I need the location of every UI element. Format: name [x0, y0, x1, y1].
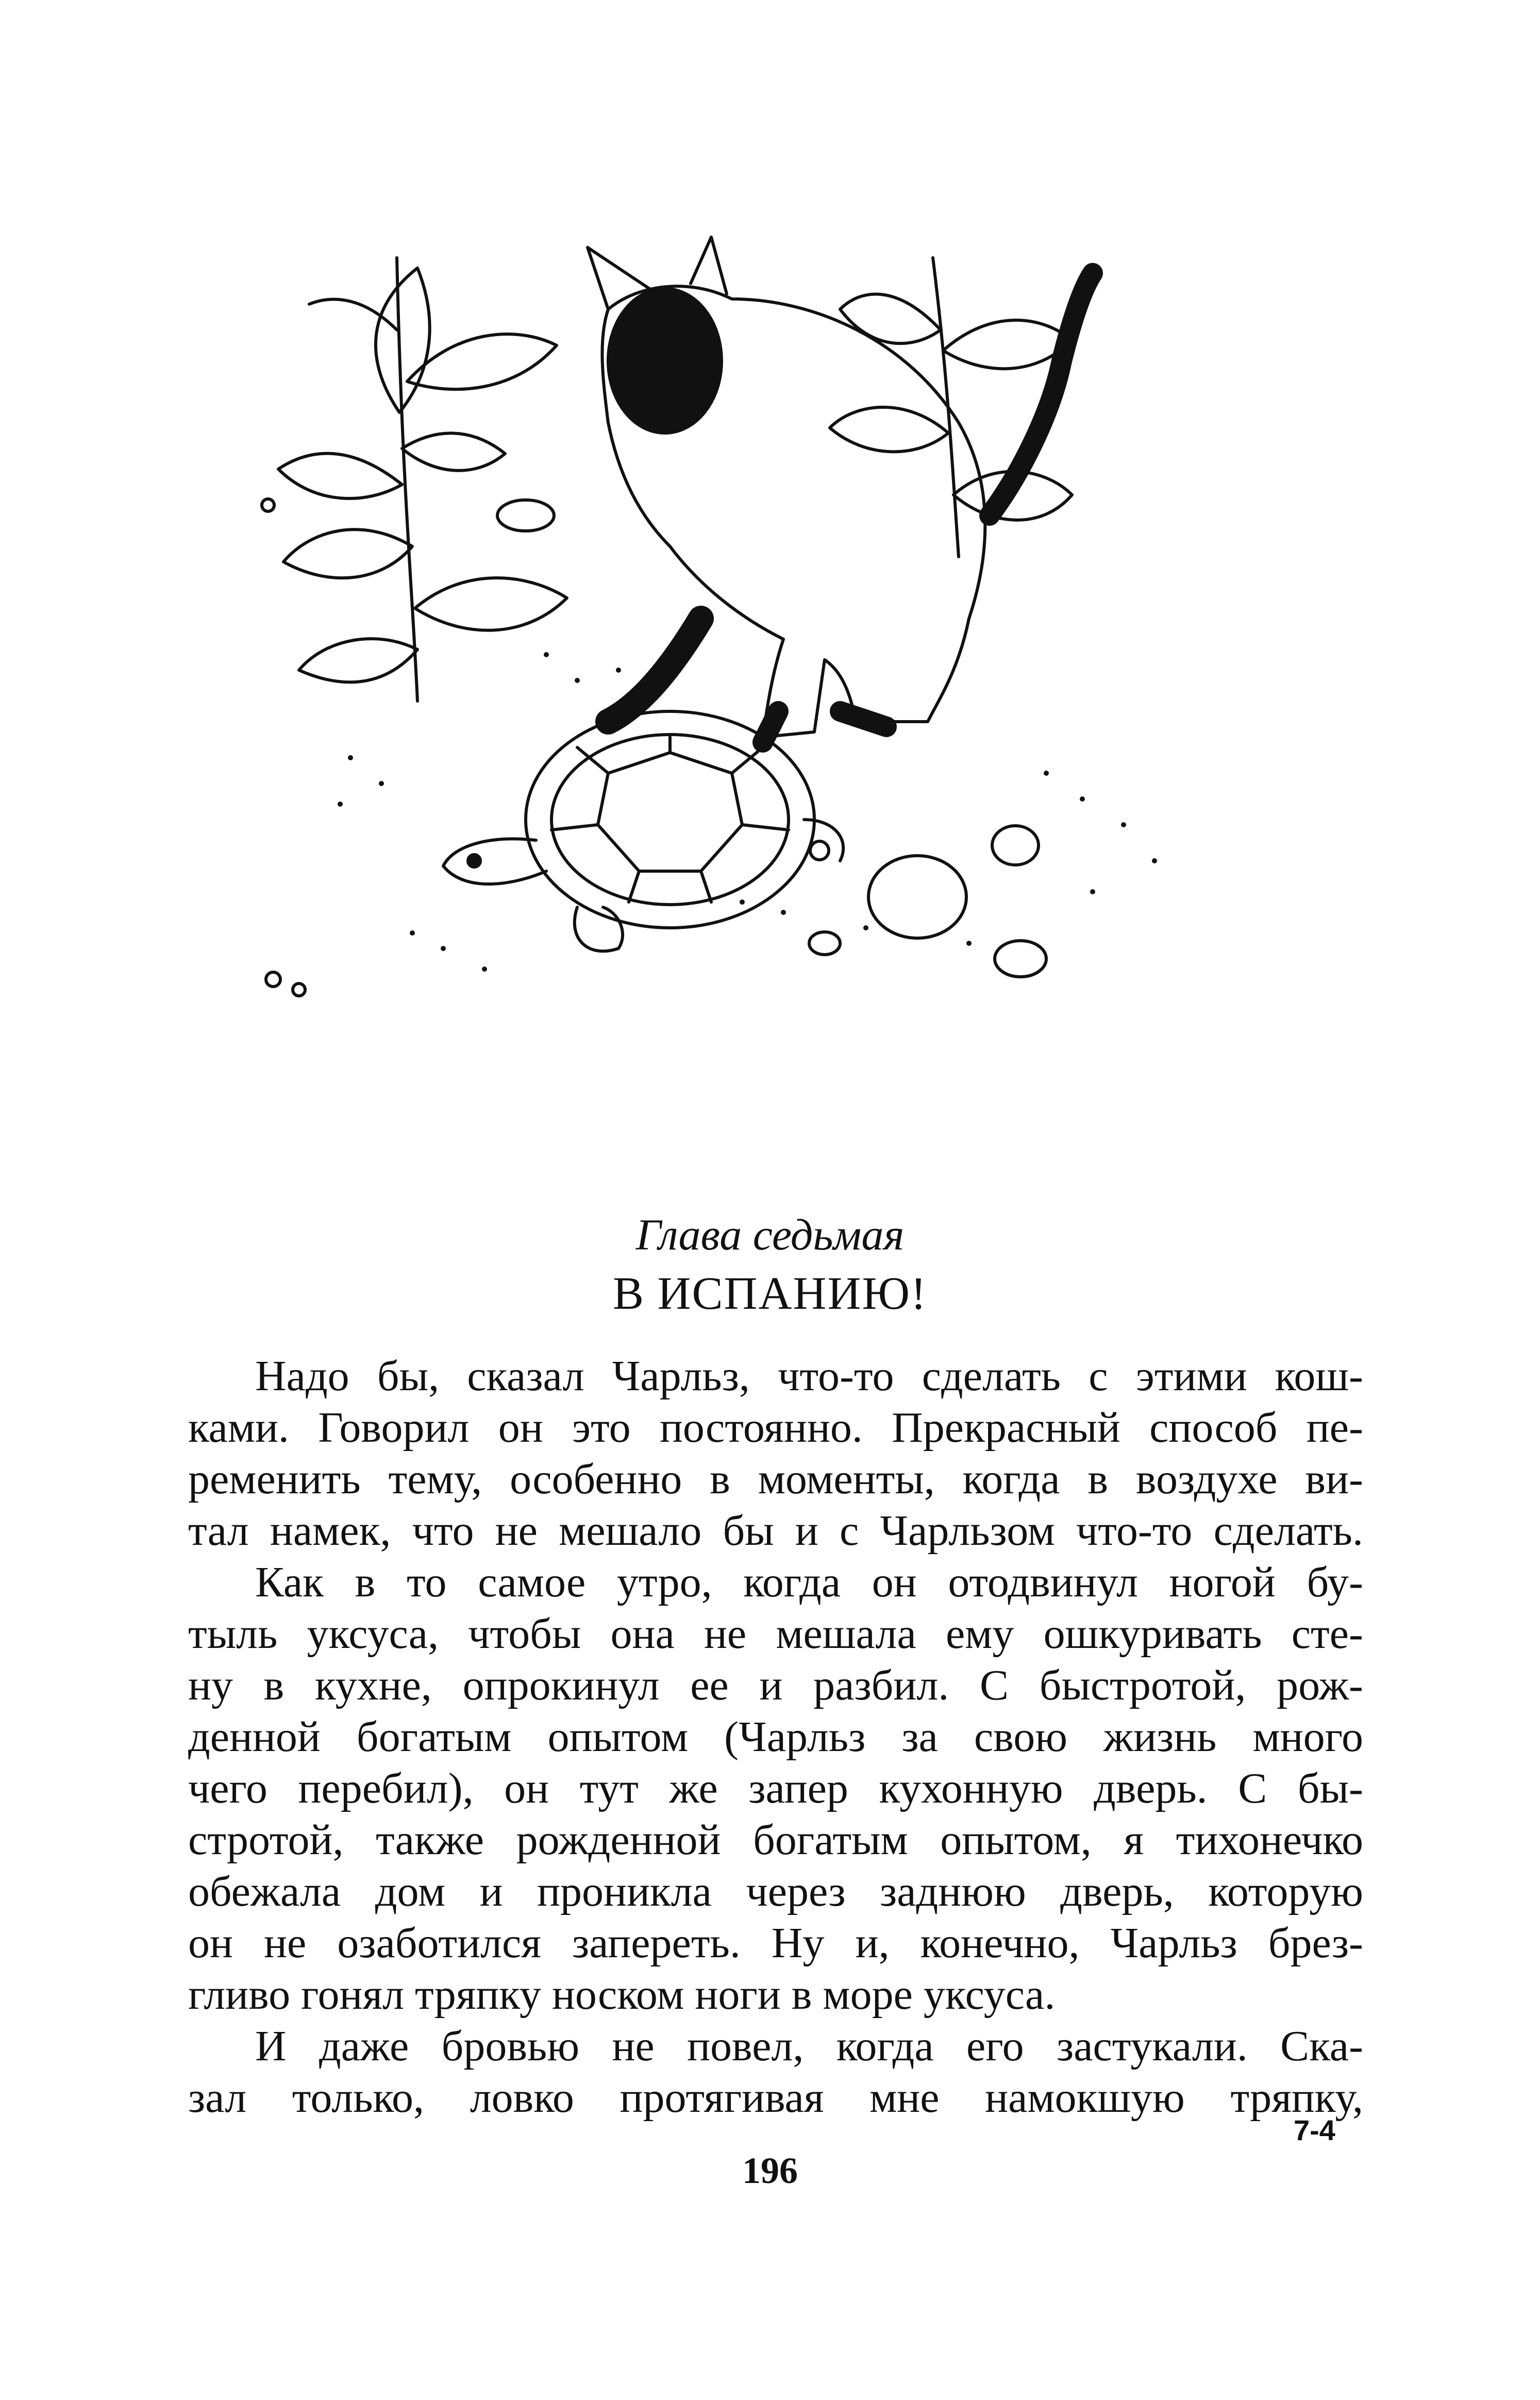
tortoise-drawing: [443, 711, 843, 951]
text-line: ременить тему, особенно в моменты, когда в воздухе ви-: [188, 1455, 1363, 1503]
cat-and-tortoise-illustration: [247, 227, 1278, 1113]
text-line: денной богатым опытом (Чарльз за свою жизнь много: [188, 1713, 1363, 1761]
stones: [262, 499, 1046, 996]
page-number: 196: [742, 2150, 798, 2191]
text-line: ками. Говорил он это постоянно. Прекрасный способ пе-: [188, 1404, 1363, 1452]
text-line: тыль уксуса, чтобы она не мешала ему ошкуривать сте-: [188, 1610, 1363, 1658]
chapter-label: Глава седьмая: [635, 1210, 905, 1259]
text-line: стротой, также рожденной богатым опытом, я тихонечко: [188, 1816, 1363, 1864]
text-line: чего перебил), он тут же запер кухонную дверь. С бы-: [188, 1764, 1363, 1812]
text-line: Как в то самое утро, когда он отодвинул ногой бу-: [255, 1558, 1363, 1606]
printer-signature: 7-4: [1294, 2114, 1335, 2146]
chapter-title: В ИСПАНИЮ!: [612, 1268, 927, 1319]
plant-right: [830, 258, 1072, 557]
text-line: И даже бровью не повел, когда его застукали. Ска-: [255, 2022, 1363, 2070]
plant-left: [278, 258, 567, 701]
text-line: тал намек, что не мешало бы и с Чарльзом что-то сделать.: [188, 1507, 1363, 1555]
body-text: [188, 1351, 1363, 2124]
siamese-cat-drawing: [588, 237, 1093, 742]
text-line: гливо гонял тряпку носком ноги в море уксуса.: [188, 1971, 1056, 2019]
text-line: Надо бы, сказал Чарльз, что-то сделать с этими кош-: [255, 1352, 1363, 1400]
ground-stipple: [338, 652, 1157, 972]
text-line: ну в кухне, опрокинул ее и разбил. С быстротой, рож-: [188, 1661, 1363, 1709]
text-line: обежала дом и проникла через заднюю дверь, которую: [188, 1868, 1363, 1915]
text-line: зал только, ловко протягивая мне намокшую тряпку,: [188, 2074, 1363, 2122]
text-line: он не озаботился запереть. Ну и, конечно, Чарльз брез-: [188, 1919, 1363, 1967]
